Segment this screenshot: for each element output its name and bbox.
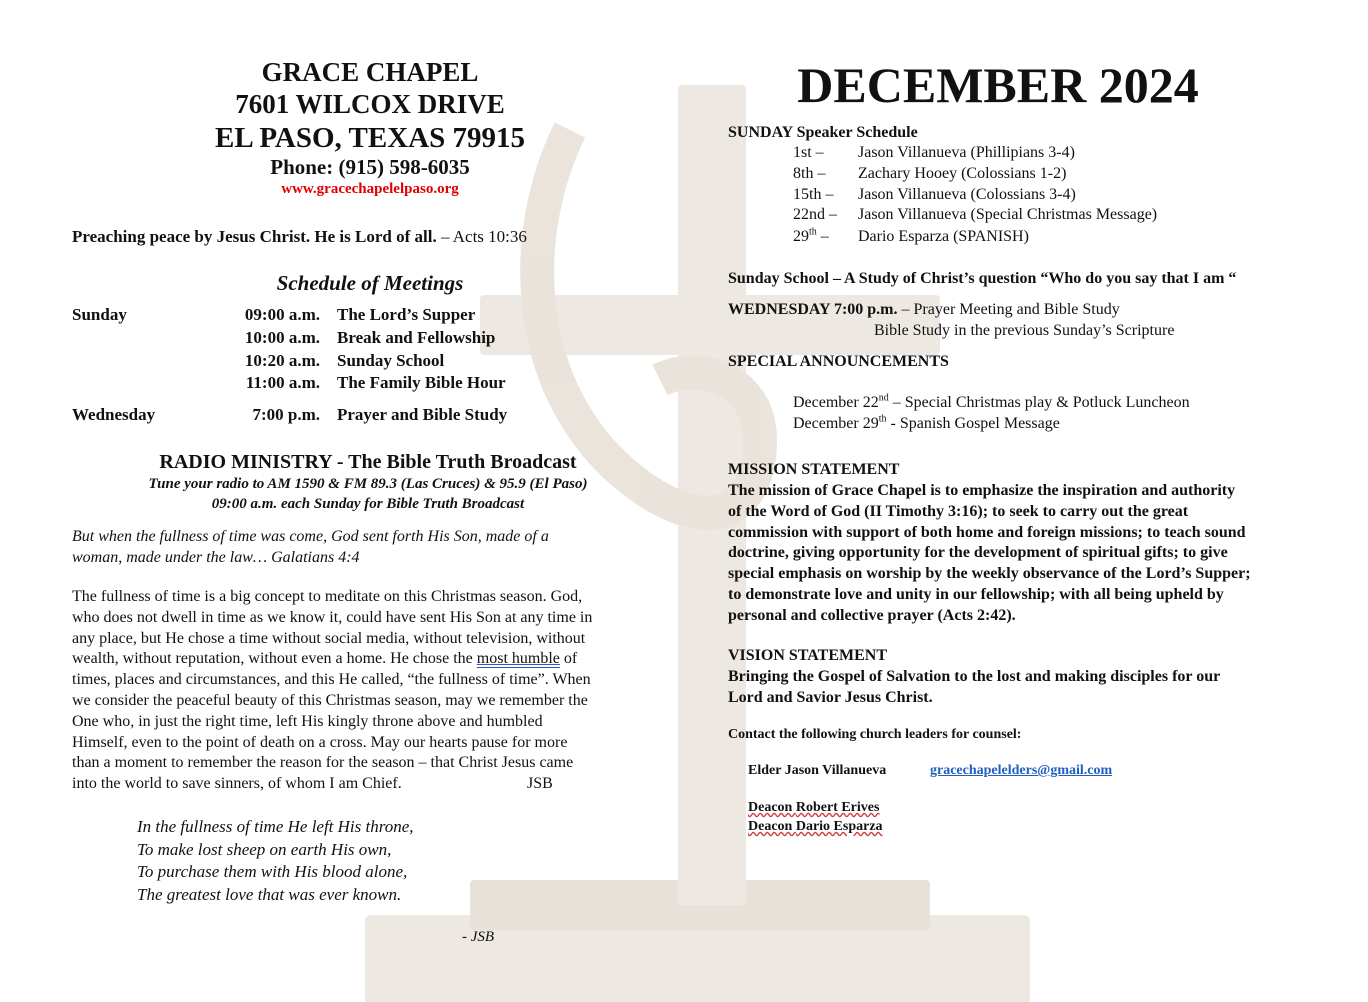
radio-broadcast-time: 09:00 a.m. each Sunday for Bible Truth Broadcast bbox=[211, 496, 525, 512]
church-website-link[interactable]: www.gracechapelelpaso.org bbox=[281, 181, 459, 197]
devotional-line: any place, but He chose a time without social media, without television, without bbox=[72, 629, 586, 647]
speaker-name: Jason Villanueva (Special Christmas Message) bbox=[858, 206, 1158, 223]
devotional-signature: JSB bbox=[527, 775, 553, 793]
speaker-dash: – bbox=[825, 206, 837, 223]
devotional-line: The fullness of time is a big concept to meditate on this Christmas season. God, bbox=[72, 588, 583, 605]
announcement-date: December 22 bbox=[793, 394, 879, 411]
devotional-line: who does not dwell in time as we know it, could have sent His Son at any time in bbox=[72, 608, 593, 626]
announcements-heading: SPECIAL ANNOUNCEMENTS bbox=[728, 353, 949, 370]
mission-line: commission with support of both home and foreign missions; to teach sound bbox=[728, 523, 1246, 541]
deacon-name bbox=[748, 819, 883, 835]
church-phone: Phone: (915) 598-6035 bbox=[270, 155, 470, 179]
speaker-date bbox=[793, 186, 833, 204]
devotional-line bbox=[72, 774, 672, 795]
deacon-title: Deacon bbox=[748, 819, 796, 834]
poem-line: To make lost sheep on earth His own, bbox=[137, 839, 392, 859]
tagline-reference: – Acts 10:36 bbox=[436, 227, 527, 246]
mission-line: doctrine, giving opportunity for the development of spiritual gifts; to give bbox=[728, 544, 1228, 562]
speaker-date bbox=[793, 144, 824, 162]
speaker-schedule-heading: SUNDAY Speaker Schedule bbox=[728, 124, 918, 141]
church-name: GRACE CHAPEL bbox=[261, 57, 479, 87]
deacon-name-text: Dario Esparza bbox=[795, 819, 883, 834]
devotional-paragraph bbox=[72, 587, 672, 795]
speaker-dash: – bbox=[821, 186, 834, 203]
mission-line: The mission of Grace Chapel is to emphasize the inspiration and authority bbox=[728, 482, 1236, 499]
meeting-day: Sunday bbox=[72, 305, 127, 324]
devotional-line: than a moment to remember the reason for the season – that Christ Jesus came bbox=[72, 754, 574, 772]
speaker-dash: – bbox=[811, 144, 824, 161]
elder-email-link[interactable]: gracechapelelders@gmail.com bbox=[930, 763, 1113, 778]
speaker-dash: – bbox=[813, 165, 826, 182]
speaker-date-text: 29 bbox=[793, 228, 809, 245]
meeting-time: 10:00 a.m. bbox=[244, 328, 320, 347]
church-street-address: 7601 WILCOX DRIVE bbox=[235, 89, 505, 119]
announcement-date-suffix: nd bbox=[878, 392, 889, 404]
meeting-day: Wednesday bbox=[72, 405, 156, 424]
wednesday-time: WEDNESDAY 7:00 p.m. bbox=[728, 301, 898, 318]
speaker-date-text: 15th bbox=[793, 186, 822, 203]
poem bbox=[137, 816, 414, 907]
devotional-line: One who, in just the right time, left His kingly throne above and humbled bbox=[72, 712, 543, 730]
speaker-date-text: 1st bbox=[793, 144, 812, 161]
tagline bbox=[72, 226, 632, 248]
vision-line: Lord and Savior Jesus Christ. bbox=[728, 688, 933, 706]
speaker-name: Zachary Hooey (Colossians 1-2) bbox=[858, 165, 1067, 182]
contact-heading: Contact the following church leaders for counsel: bbox=[728, 727, 1022, 742]
sunday-school-topic: Sunday School – A Study of Christ’s question “Who do you say that I am “ bbox=[728, 270, 1237, 287]
poem-line: To purchase them with His blood alone, bbox=[137, 862, 408, 882]
wednesday-study-note: Bible Study in the previous Sunday’s Scripture bbox=[874, 322, 1175, 339]
meeting-event: Prayer and Bible Study bbox=[337, 405, 508, 424]
speaker-name: Jason Villanueva (Colossians 3-4) bbox=[858, 186, 1076, 203]
devotional-underlined-text: most humble bbox=[476, 650, 560, 668]
poem-line: In the fullness of time He left His throne, bbox=[137, 817, 414, 836]
vision-heading: VISION STATEMENT bbox=[728, 647, 887, 664]
speaker-date-text: 8th bbox=[793, 165, 814, 182]
meeting-time: 10:20 a.m. bbox=[244, 351, 320, 370]
tagline-text: Preaching peace by Jesus Christ. He is Lord of all. bbox=[72, 227, 437, 246]
speaker-dash: – bbox=[816, 228, 829, 245]
deacon-name-text: Robert Erives bbox=[795, 800, 880, 815]
meeting-time: 09:00 a.m. bbox=[244, 305, 320, 324]
mission-line: personal and collective prayer (Acts 2:42). bbox=[728, 606, 1016, 624]
speaker-date bbox=[793, 206, 837, 224]
wednesday-description: – Prayer Meeting and Bible Study bbox=[897, 301, 1120, 318]
meeting-event: Sunday School bbox=[337, 351, 445, 370]
announcement-date: December 29 bbox=[793, 415, 879, 432]
devotional-text: into the world to save sinners, of whom I am Chief. bbox=[72, 775, 402, 793]
announcement-text: – Special Christmas play & Potluck Luncheon bbox=[888, 394, 1190, 411]
meeting-time: 7:00 p.m. bbox=[252, 405, 320, 424]
devotional-line: times, places and circumstances, and this He called, “the fullness of time”. When bbox=[72, 671, 591, 689]
devotional-line: we consider the peaceful beauty of this Christmas season, may we remember the bbox=[72, 691, 588, 709]
devotional-text: wealth, without reputation, without even a home. He chose the bbox=[72, 650, 477, 668]
mission-line: to demonstrate love and unity in our fellowship; with all being upheld by bbox=[728, 585, 1224, 603]
mission-heading: MISSION STATEMENT bbox=[728, 461, 900, 478]
speaker-date-suffix: th bbox=[809, 226, 817, 238]
meeting-time: 11:00 a.m. bbox=[245, 373, 320, 392]
announcement-item bbox=[793, 393, 1190, 414]
radio-frequencies: Tune your radio to AM 1590 & FM 89.3 (Las Cruces) & 95.9 (El Paso) bbox=[148, 476, 588, 492]
mission-line: of the Word of God (II Timothy 3:16); to seek to carry out the great bbox=[728, 502, 1189, 520]
mission-statement bbox=[728, 481, 1328, 627]
meetings-title: Schedule of Meetings bbox=[276, 271, 464, 295]
mission-line: special emphasis on worship by the weekly observance of the Lord’s Supper; bbox=[728, 565, 1251, 583]
month-title: DECEMBER 2024 bbox=[797, 57, 1199, 113]
deacon-title: Deacon bbox=[748, 800, 796, 815]
meeting-event: The Lord’s Supper bbox=[337, 305, 476, 324]
announcement-item bbox=[793, 414, 1060, 435]
devotional-line: Himself, even to the point of death on a cross. May our hearts pause for more bbox=[72, 733, 568, 751]
deacon-name bbox=[748, 800, 879, 816]
wednesday-meeting bbox=[728, 300, 1120, 321]
meeting-event: Break and Fellowship bbox=[337, 328, 496, 347]
devotional-line bbox=[72, 649, 672, 670]
vision-line: Bringing the Gospel of Salvation to the lost and making disciples for our bbox=[728, 668, 1221, 685]
church-city: EL PASO, TEXAS 79915 bbox=[215, 122, 525, 154]
devotional-text: of bbox=[559, 650, 578, 668]
speaker-name: Dario Esparza (SPANISH) bbox=[858, 228, 1029, 245]
elder-name: Elder Jason Villanueva bbox=[748, 763, 887, 778]
speaker-date bbox=[793, 228, 829, 246]
vision-statement bbox=[728, 667, 1328, 709]
announcement-text: - Spanish Gospel Message bbox=[886, 415, 1060, 432]
poem-line: The greatest love that was ever known. bbox=[137, 885, 402, 905]
verse-line: But when the fullness of time was come, God sent forth His Son, made of a bbox=[72, 528, 549, 545]
poem-signature: - JSB bbox=[462, 929, 495, 945]
speaker-date-text: 22nd bbox=[793, 206, 825, 223]
announcement-date-suffix: th bbox=[878, 413, 887, 425]
scripture-verse bbox=[72, 526, 662, 568]
speaker-name: Jason Villanueva (Phillipians 3-4) bbox=[858, 144, 1075, 161]
speaker-date bbox=[793, 165, 825, 183]
radio-ministry-title: RADIO MINISTRY - The Bible Truth Broadcast bbox=[159, 451, 577, 473]
verse-line: woman, made under the law… Galatians 4:4 bbox=[72, 549, 360, 566]
meeting-event: The Family Bible Hour bbox=[337, 373, 506, 392]
